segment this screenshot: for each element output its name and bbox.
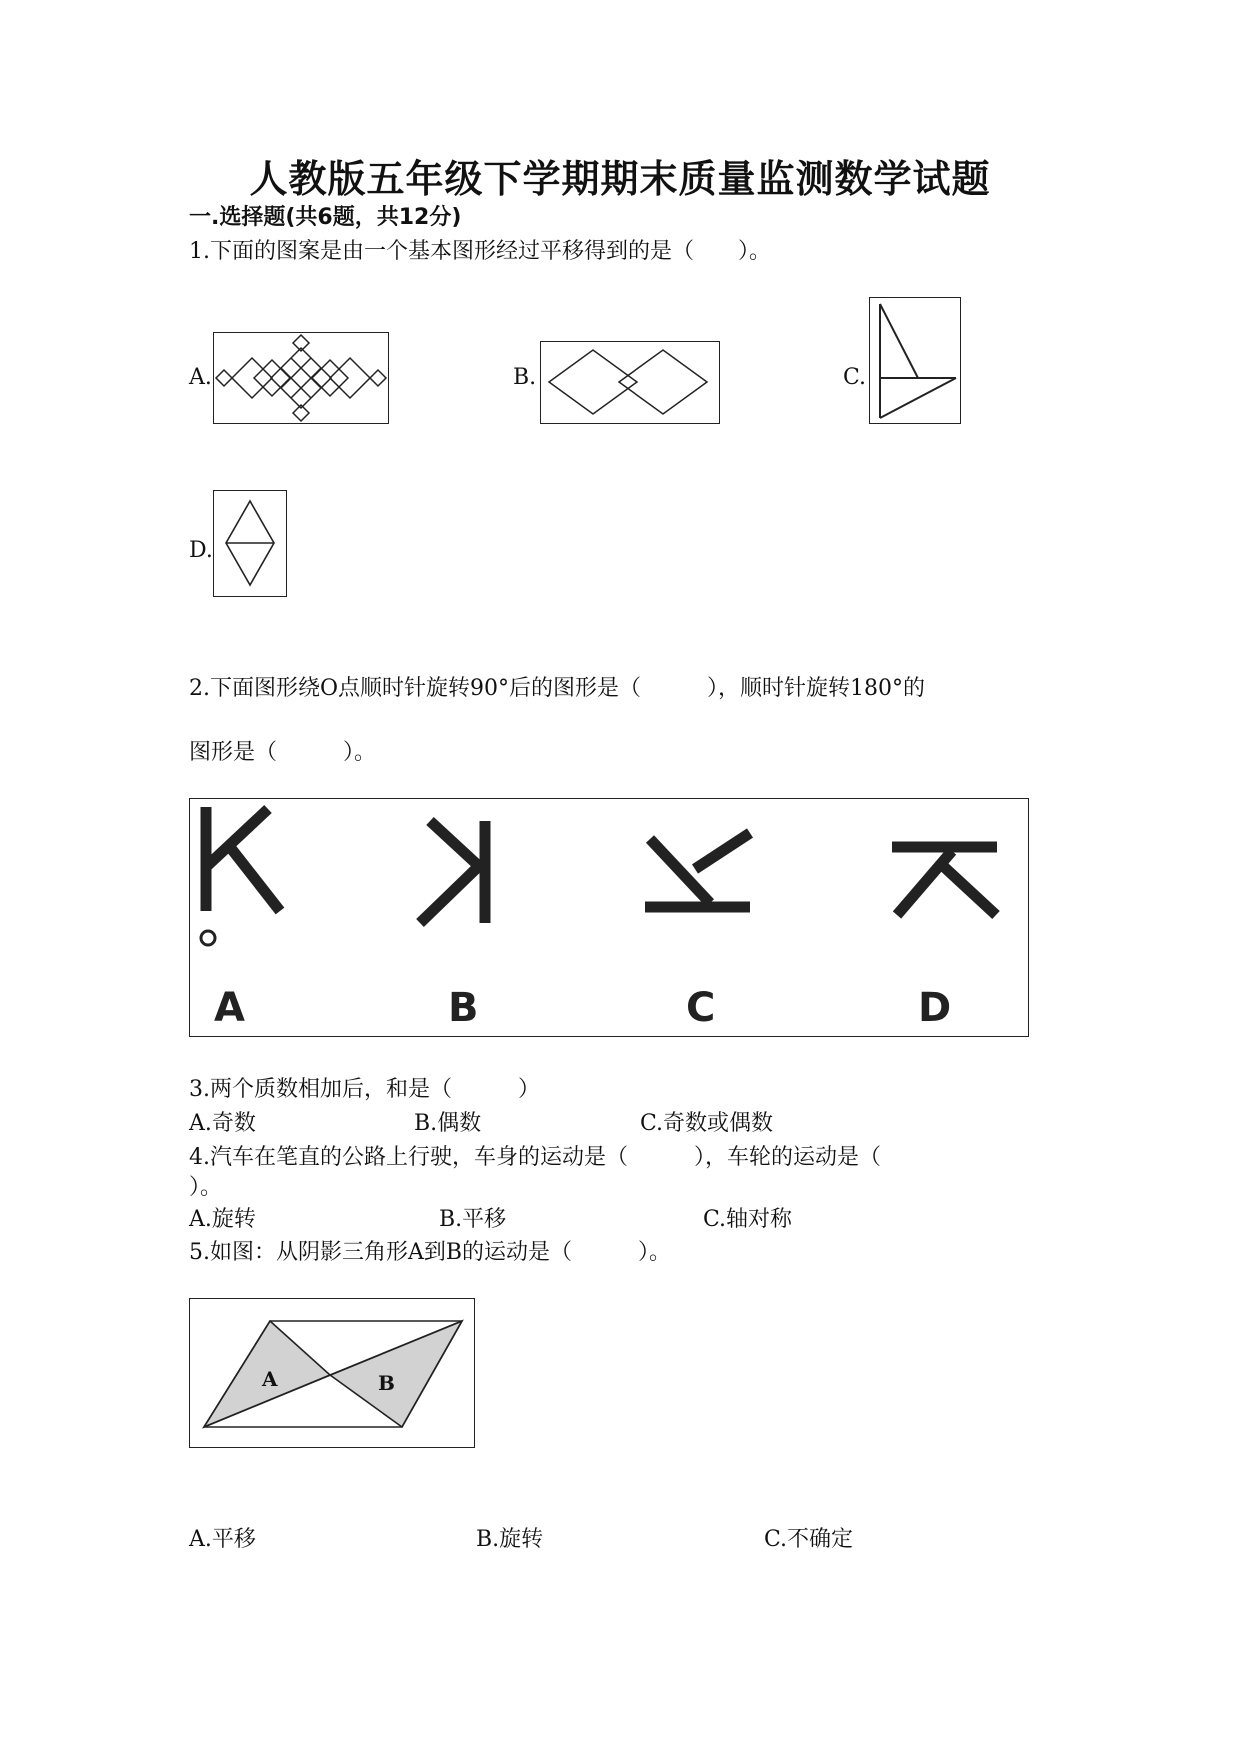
q1-figure-c[interactable] [869,297,961,424]
q2-letter-c: C [686,985,716,1031]
q2-letter-d: D [918,985,952,1031]
question-2-line2: 图形是（ ）。 [189,740,377,765]
q2-letter-a: A [214,985,245,1031]
q5-parallelogram [190,1299,474,1447]
k-d-lower [942,865,996,915]
q1-figure-a-graphic [214,333,388,423]
q1-figure-c-graphic [870,298,960,423]
q5-figure [189,1298,475,1448]
q2-letter-b: B [448,985,479,1031]
k-d-upper [897,851,952,915]
k-c-lower [695,833,750,869]
question-4-line1: 4.汽车在笔直的公路上行驶，车身的运动是（ ），车轮的运动是（ [189,1145,881,1170]
q1-figure-d[interactable] [213,490,287,597]
q5-option-a[interactable]: A.平移 [189,1527,256,1552]
question-4-line2: ）。 [189,1175,223,1200]
q1-option-a-label: A. [189,365,212,390]
q4-option-a[interactable]: A.旋转 [189,1207,256,1232]
q1-figure-a[interactable] [213,332,389,424]
question-3-text: 3.两个质数相加后，和是（ ） [189,1077,540,1102]
q2-figure [189,798,1029,1037]
q2-k-shapes [190,799,1028,1036]
q3-option-c[interactable]: C.奇数或偶数 [640,1111,774,1136]
page-title: 人教版五年级下学期期末质量监测数学试题 [249,157,991,201]
question-5-text: 5.如图：从阴影三角形A到B的运动是（ ）。 [189,1240,672,1265]
q5-option-c[interactable]: C.不确定 [764,1527,854,1552]
q1-option-d-label: D. [189,538,213,563]
question-1-text: 1.下面的图案是由一个基本图形经过平移得到的是（ ）。 [189,239,771,264]
q4-option-b[interactable]: B.平移 [439,1207,507,1232]
q5-option-b[interactable]: B.旋转 [476,1527,544,1552]
k-b-lower [420,863,482,923]
triangle-b-label: B [378,1371,395,1395]
section-heading: 一.选择题(共6题，共12分) [189,205,462,230]
q1-figure-b-graphic [541,342,719,423]
q3-option-b[interactable]: B.偶数 [414,1111,482,1136]
triangle-a-label: A [262,1367,278,1391]
q4-option-c[interactable]: C.轴对称 [703,1207,793,1232]
shaded-triangle-b [330,1321,462,1427]
k-a-lower [230,847,280,911]
q1-figure-d-graphic [214,491,286,596]
q1-option-c-label: C. [843,365,867,390]
rotation-point-o [201,931,215,945]
k-b-upper [430,821,482,869]
q1-option-b-label: B. [513,365,537,390]
question-2-line1: 2.下面图形绕O点顺时针旋转90°后的图形是（ ），顺时针旋转180°的 [189,676,926,701]
q3-option-a[interactable]: A.奇数 [189,1111,256,1136]
q1-figure-b[interactable] [540,341,720,424]
